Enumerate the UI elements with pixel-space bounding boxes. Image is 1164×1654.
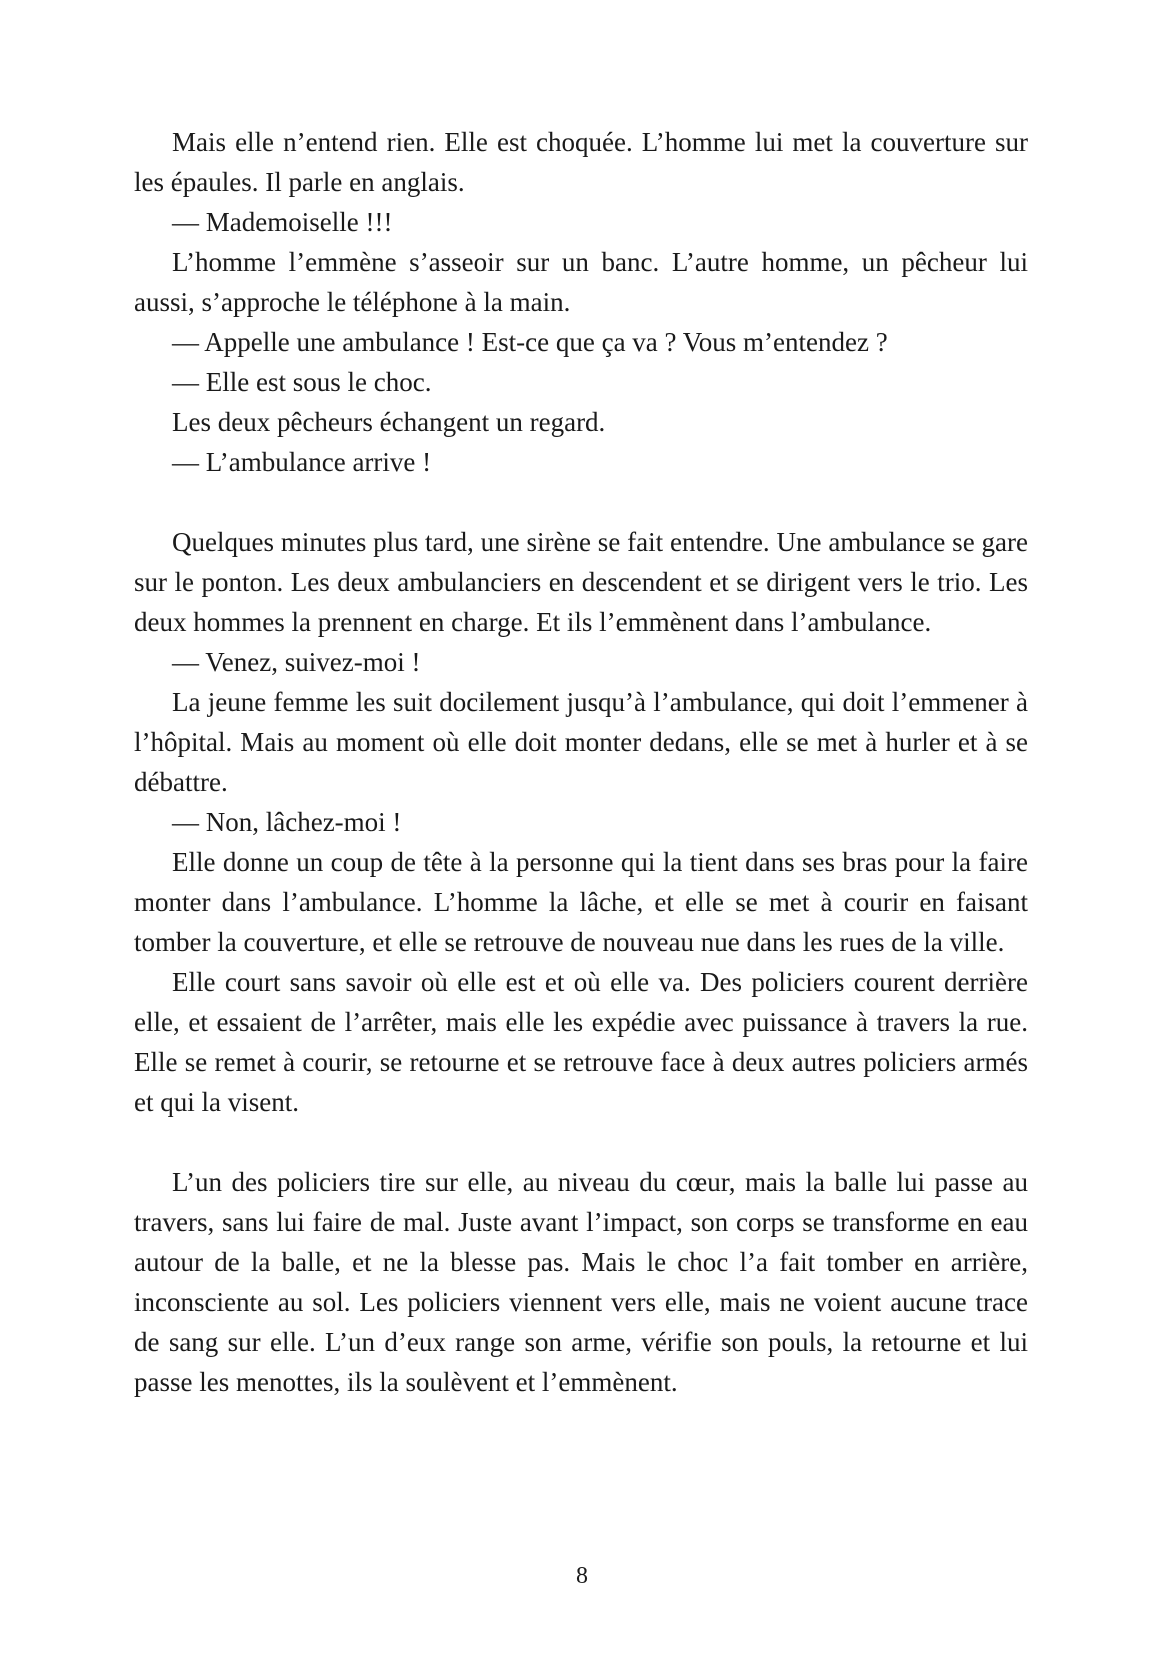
paragraph: Mais elle n’entend rien. Elle est choquée. L’homme lui met la couverture sur les épaules. Il parle en anglais. xyxy=(134,127,1028,197)
paragraph: Quelques minutes plus tard, une sirène se fait entendre. Une ambulance se gare sur le ponton. Les deux ambulanciers en descendent et se dirigent vers le trio. Les deux hommes la prennent en charge. Et ils l’emmènent dans l’ambulance. xyxy=(134,527,1028,637)
paragraph: L’homme l’emmène s’asseoir sur un banc. L’autre homme, un pêcheur lui aussi, s’approche le téléphone à la main. xyxy=(134,247,1028,317)
dialogue-line: — L’ambulance arrive ! xyxy=(172,447,432,477)
dialogue-line: — Non, lâchez-moi ! xyxy=(172,807,402,837)
paragraph: Les deux pêcheurs échangent un regard. xyxy=(172,407,606,437)
paragraph: Elle donne un coup de tête à la personne qui la tient dans ses bras pour la faire monter dans l’ambulance. L’homme la lâche, et elle se met à courir en faisant tomber la couverture, et elle se retrouve de nouveau nue dans les rues de la ville. xyxy=(134,847,1028,957)
paragraph: Elle court sans savoir où elle est et où elle va. Des policiers courent derrière elle, et essaient de l’arrêter, mais elle les expédie avec puissance à travers la rue. Elle se remet à courir, se retourne et se retrouve face à deux autres policiers armés et qui la visent. xyxy=(134,967,1028,1117)
section-break xyxy=(134,1122,1028,1162)
body-text xyxy=(134,122,1028,1402)
dialogue-line: — Venez, suivez-moi ! xyxy=(172,647,421,677)
page-number: 8 xyxy=(576,1563,588,1589)
paragraph: L’un des policiers tire sur elle, au niveau du cœur, mais la balle lui passe au travers, sans lui faire de mal. Juste avant l’impact, son corps se transforme en eau autour de la balle, et ne la blesse pas. Mais le choc l’a fait tomber en arrière, inconsciente au sol. Les policiers viennent vers elle, mais ne voient aucune trace de sang sur elle. L’un d’eux range son arme, vérifie son pouls, la retourne et lui passe les menottes, ils la soulèvent et l’emmènent. xyxy=(134,1167,1028,1397)
section-break xyxy=(134,482,1028,522)
dialogue-line: — Elle est sous le choc. xyxy=(172,367,432,397)
dialogue-line: — Appelle une ambulance ! Est-ce que ça va ? Vous m’entendez ? xyxy=(172,327,888,357)
paragraph: La jeune femme les suit docilement jusqu’à l’ambulance, qui doit l’emmener à l’hôpital. Mais au moment où elle doit monter dedans, elle se met à hurler et à se débattre. xyxy=(134,687,1028,797)
dialogue-line: — Mademoiselle !!! xyxy=(172,207,393,237)
